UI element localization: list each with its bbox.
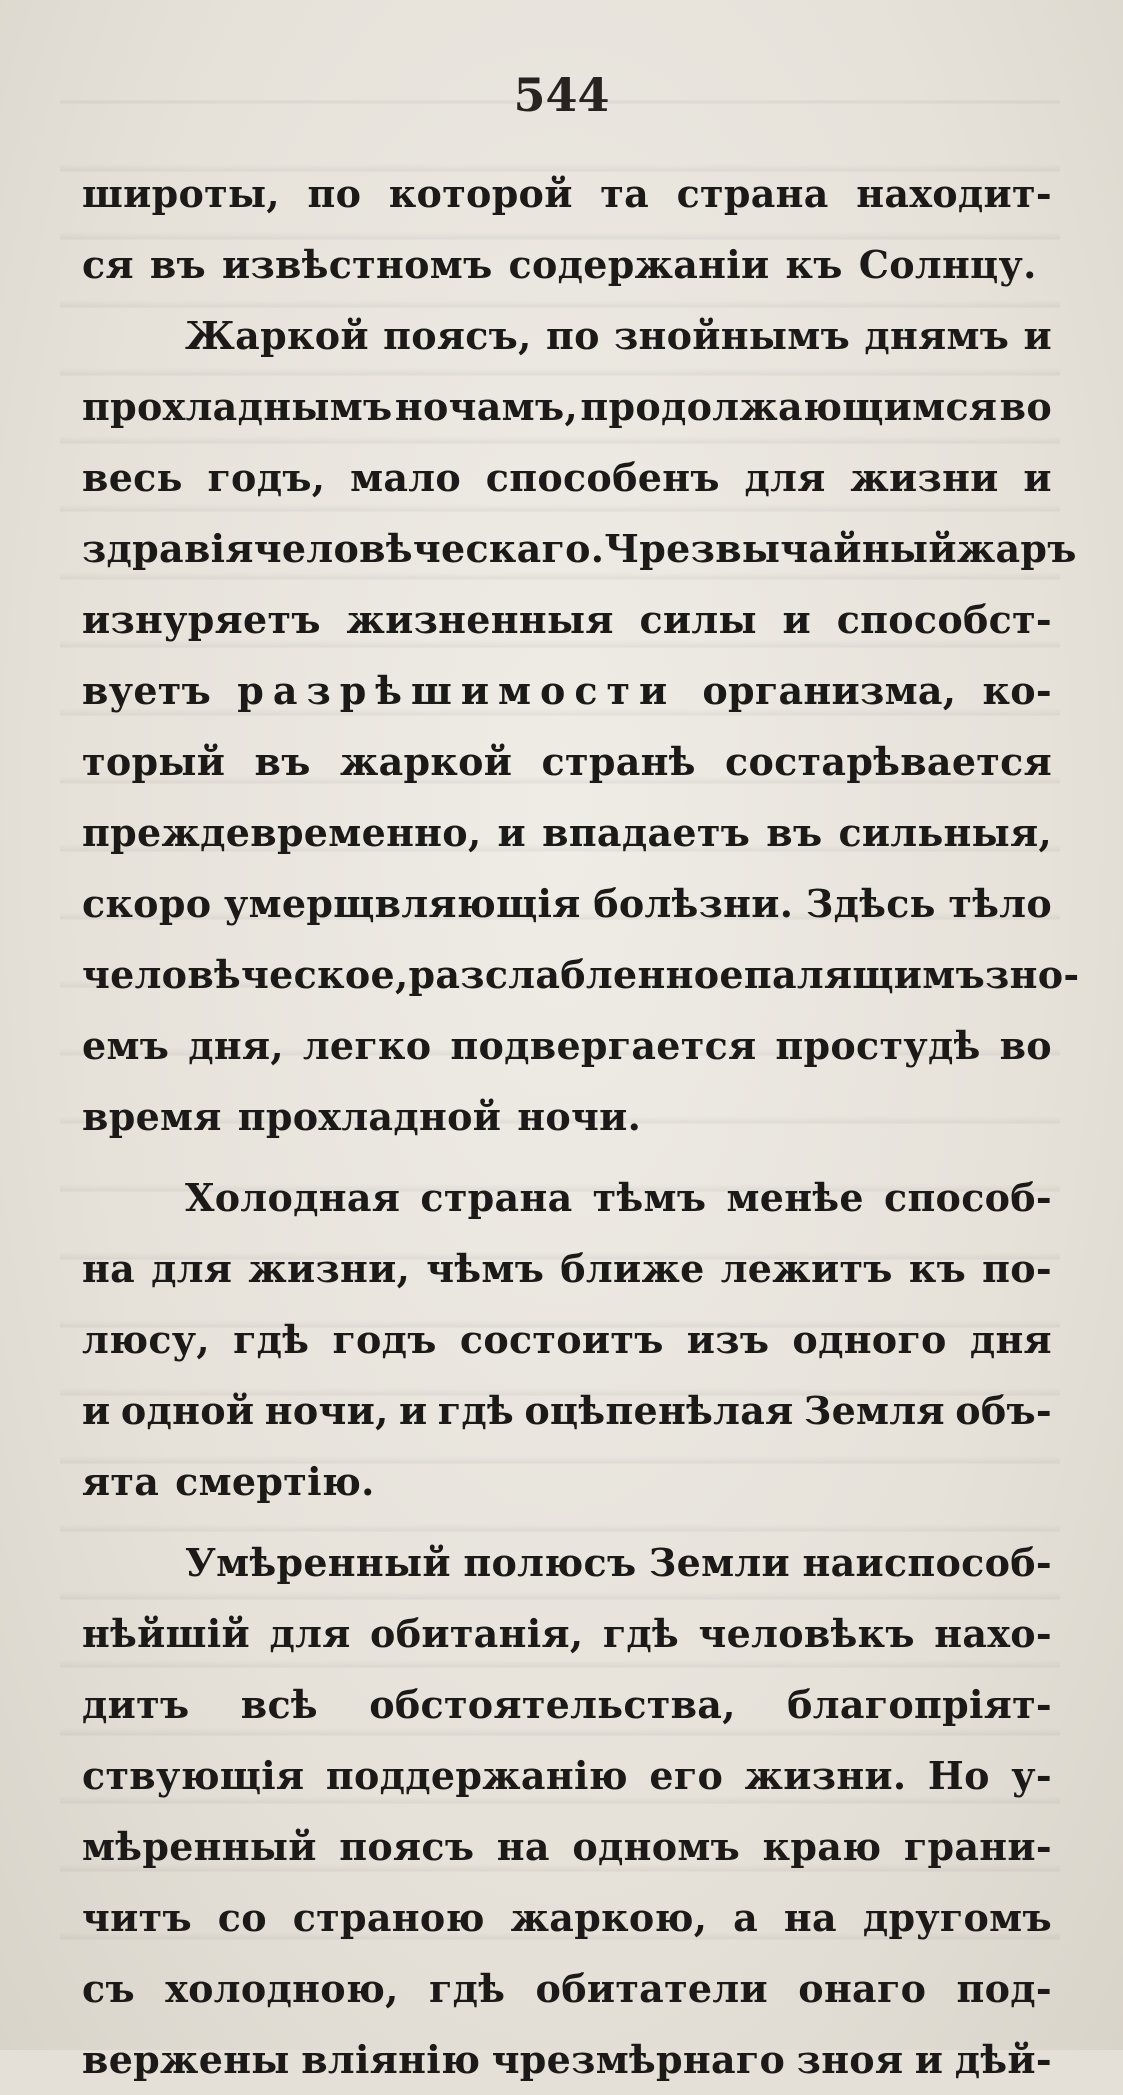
word: торый	[82, 739, 226, 784]
word: объ-	[955, 1388, 1052, 1433]
word: другомъ	[862, 1895, 1052, 1940]
word: весь	[82, 455, 183, 500]
word: состоитъ	[459, 1317, 664, 1362]
word: ближе	[560, 1246, 705, 1291]
word: простудѣ	[775, 1023, 981, 1068]
word: гдѣ	[437, 1388, 515, 1433]
word: состарѣвается	[725, 739, 1052, 784]
word: жаръ	[956, 526, 1077, 571]
word: нахо-	[934, 1611, 1052, 1656]
word: читъ	[82, 1895, 192, 1940]
word: оцѣпенѣлая	[524, 1388, 794, 1433]
word: тѣмъ	[592, 1175, 707, 1220]
text-line	[82, 1598, 1052, 1669]
word: и	[1023, 455, 1052, 500]
text-line	[82, 1953, 1052, 2024]
word: ствующія	[82, 1753, 305, 1798]
text-line	[82, 300, 1052, 371]
word: вліянію	[301, 2037, 481, 2082]
word: вержены	[82, 2037, 290, 2082]
word: продолжающимся	[580, 384, 998, 429]
word: болѣзни.	[593, 881, 794, 926]
word: смертію.	[175, 1459, 375, 1504]
word: которой	[388, 171, 573, 216]
word: жизненныя	[346, 597, 614, 642]
word: страна	[676, 171, 829, 216]
word: мало	[350, 455, 462, 500]
word: менѣе	[726, 1175, 864, 1220]
word: ко-	[982, 668, 1052, 713]
text-line	[82, 797, 1052, 868]
word: у-	[1011, 1753, 1052, 1798]
word: годъ,	[207, 455, 326, 500]
word: жизни,	[248, 1246, 411, 1291]
word: лежитъ	[720, 1246, 893, 1291]
word: подвергается	[450, 1023, 757, 1068]
word: одномъ	[572, 1824, 741, 1869]
word: вуетъ	[82, 668, 212, 713]
word: Земли	[648, 1540, 790, 1585]
text-line	[82, 939, 1080, 1010]
word: дѣй-	[954, 2037, 1052, 2082]
word: поясъ,	[383, 313, 532, 358]
word: чѣмъ	[426, 1246, 545, 1291]
word: ночи,	[264, 1388, 389, 1433]
word: чрезмѣрнаго	[491, 2037, 786, 2082]
word: и	[497, 810, 527, 855]
word: палящимъ	[743, 952, 986, 997]
word: обитанія,	[370, 1611, 584, 1656]
word: и	[1023, 313, 1052, 358]
word: находит-	[856, 171, 1052, 216]
word: люсу,	[82, 1317, 210, 1362]
word: умерщвляющія	[223, 881, 581, 926]
word: ночи.	[517, 1094, 642, 1139]
word: страною	[292, 1895, 485, 1940]
word: для	[269, 1611, 351, 1656]
word: странѣ	[541, 739, 696, 784]
word: изнуряетъ	[82, 597, 321, 642]
word: благопріят-	[787, 1682, 1052, 1727]
word: Жаркой	[185, 313, 369, 358]
text-line	[82, 1811, 1052, 1882]
word: гдѣ	[233, 1317, 310, 1362]
text-line	[82, 158, 1052, 229]
word: Чрезвычайный	[604, 526, 957, 571]
word: ночамъ,	[394, 384, 578, 429]
word: страна	[420, 1175, 573, 1220]
word: гдѣ	[429, 1966, 506, 2011]
word: въ	[766, 810, 823, 855]
word: скоро	[82, 881, 212, 926]
word: ята	[82, 1459, 160, 1504]
word: способ-	[884, 1175, 1052, 1220]
word: организма,	[702, 668, 957, 713]
text-line	[82, 1304, 1052, 1375]
word: Солнцу.	[858, 242, 1037, 287]
word: во	[999, 384, 1052, 429]
word: мѣренный	[82, 1824, 317, 1869]
word: годъ	[332, 1317, 437, 1362]
text-line	[82, 1669, 1052, 1740]
word: всѣ	[240, 1682, 318, 1727]
word: нѣйшій	[82, 1611, 250, 1656]
word: дня	[969, 1317, 1052, 1362]
word: поясъ	[339, 1824, 475, 1869]
word: въ	[149, 242, 206, 287]
word: обитатели	[535, 1966, 768, 2011]
word: Но	[927, 1753, 990, 1798]
word: впадаетъ	[542, 810, 751, 855]
word: дитъ	[82, 1682, 190, 1727]
word: изъ	[686, 1317, 770, 1362]
word: холодною,	[165, 1966, 399, 2011]
word: тѣло	[948, 881, 1052, 926]
word: по-	[982, 1246, 1052, 1291]
word: жаркой	[339, 739, 513, 784]
text-line	[82, 442, 1052, 513]
word: способенъ	[485, 455, 720, 500]
word: человѣческое,	[82, 952, 409, 997]
text-line	[82, 1162, 1052, 1233]
word: Умѣренный	[185, 1540, 451, 1585]
text-line	[82, 1081, 1052, 1152]
word: на	[82, 1246, 136, 1291]
word: Земля	[803, 1388, 945, 1433]
word: емъ	[82, 1023, 170, 1068]
word: днямъ	[864, 313, 1010, 358]
word: полюсъ	[463, 1540, 637, 1585]
text-line	[82, 371, 1052, 442]
text-line	[82, 1375, 1052, 1446]
word: къ	[908, 1246, 967, 1291]
text-line	[82, 1740, 1052, 1811]
word: на	[783, 1895, 837, 1940]
text-line	[82, 1010, 1052, 1081]
word: по	[545, 313, 600, 358]
word: во	[999, 1023, 1052, 1068]
word: дня,	[188, 1023, 284, 1068]
word: разрѣшимости	[237, 668, 677, 713]
body-text	[82, 158, 1080, 2095]
text-line	[82, 1882, 1052, 1953]
word: способст-	[836, 597, 1052, 642]
word: сильныя,	[838, 810, 1052, 855]
text-line	[82, 2024, 1052, 2095]
word: къ	[785, 242, 843, 287]
word: для	[744, 455, 826, 500]
word: жизни	[850, 455, 999, 500]
word: обстоятельства,	[369, 1682, 736, 1727]
word: и	[398, 1388, 428, 1433]
word: его	[649, 1753, 724, 1798]
word: по	[307, 171, 362, 216]
word: и	[782, 597, 812, 642]
word: наиспособ-	[802, 1540, 1052, 1585]
word: широты,	[82, 171, 280, 216]
word: время	[82, 1094, 222, 1139]
word: та	[600, 171, 650, 216]
word: зно-	[985, 952, 1080, 997]
text-line	[82, 584, 1052, 655]
word: и	[914, 2037, 944, 2082]
word: а	[733, 1895, 759, 1940]
word: Здѣсь	[805, 881, 936, 926]
word: и	[82, 1388, 111, 1433]
word: поддержанію	[325, 1753, 628, 1798]
word: здравія	[82, 526, 254, 571]
word: грани-	[903, 1824, 1052, 1869]
word: краю	[762, 1824, 882, 1869]
word: извѣстномъ	[221, 242, 493, 287]
word: Холодная	[185, 1175, 401, 1220]
word: жизни.	[744, 1753, 907, 1798]
word: ся	[82, 242, 134, 287]
word: гдѣ	[602, 1611, 680, 1656]
text-line	[82, 726, 1052, 797]
word: зноя	[796, 2037, 904, 2082]
word: для	[151, 1246, 233, 1291]
word: прохладной	[237, 1094, 502, 1139]
text-line	[82, 229, 1052, 300]
text-line	[82, 655, 1052, 726]
word: силы	[639, 597, 757, 642]
word: въ	[254, 739, 311, 784]
text-line	[82, 868, 1052, 939]
word: содержаніи	[508, 242, 770, 287]
word: на	[496, 1824, 550, 1869]
text-line	[82, 1233, 1052, 1304]
word: жаркою,	[510, 1895, 708, 1940]
text-line	[82, 1527, 1052, 1598]
word: легко	[302, 1023, 432, 1068]
word: прохладнымъ	[82, 384, 393, 429]
page-number: 544	[513, 68, 610, 122]
word: человѣкъ	[698, 1611, 915, 1656]
text-line	[82, 1446, 1052, 1517]
text-line	[82, 513, 1077, 584]
word: онаго	[798, 1966, 927, 2011]
word: одной	[120, 1388, 255, 1433]
word: преждевременно,	[82, 810, 482, 855]
word: разслабленное	[408, 952, 744, 997]
word: под-	[956, 1966, 1052, 2011]
word: съ	[82, 1966, 135, 2011]
word: человѣческаго.	[253, 526, 605, 571]
word: знойнымъ	[614, 313, 851, 358]
word: одного	[792, 1317, 947, 1362]
word: со	[217, 1895, 267, 1940]
